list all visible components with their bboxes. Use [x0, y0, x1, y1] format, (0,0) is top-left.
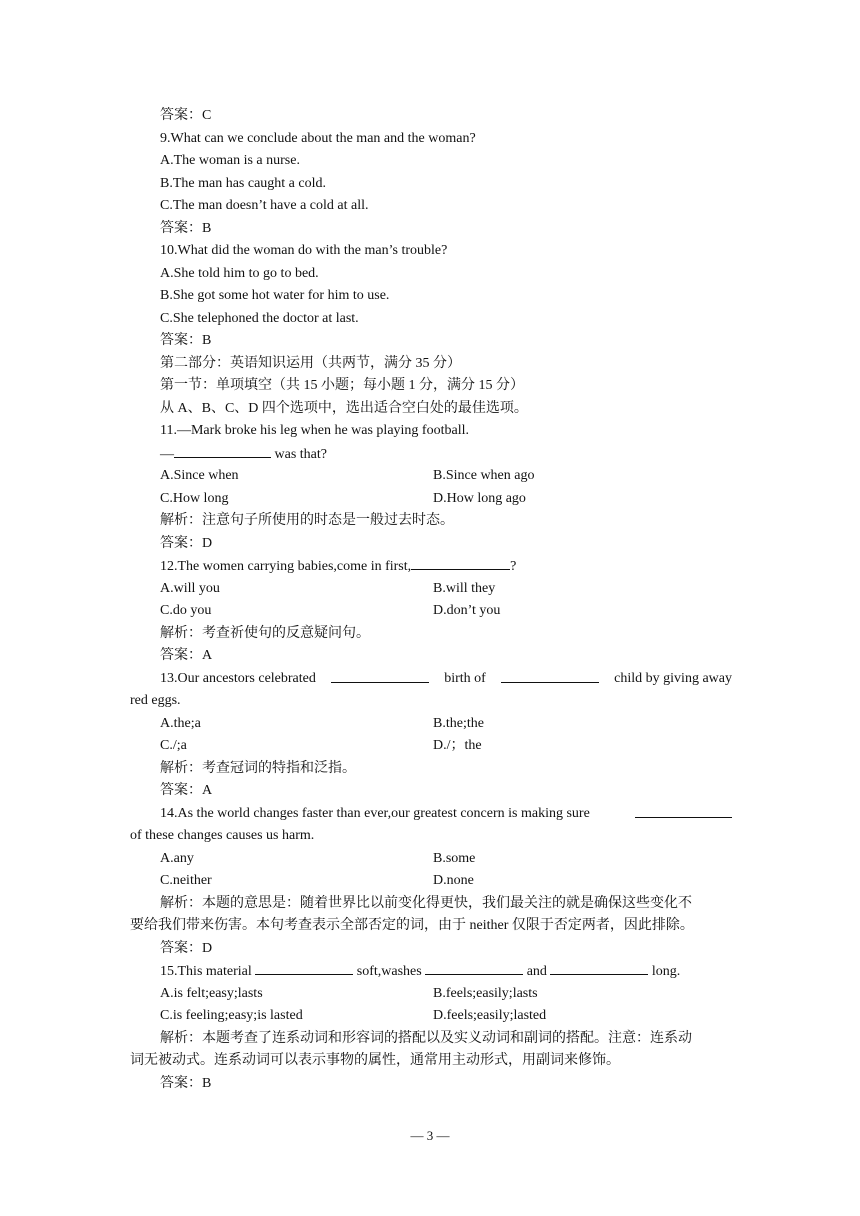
explanation-15-line2: 词无被动式。连系动词可以表示事物的属性，通常用主动形式，用副词来修饰。 [130, 1053, 620, 1068]
answer-blank [425, 962, 523, 975]
answer-blank [411, 557, 510, 570]
question-15 [160, 962, 680, 981]
option-15b: B.feels;easily;lasts [433, 986, 538, 1001]
question-12 [160, 557, 516, 576]
q13-part1: 13.Our ancestors celebrated [160, 671, 316, 686]
answer-10: 答案：B [160, 333, 212, 348]
answer-blank [174, 445, 271, 458]
explanation-15-line1: 解析：本题考查了连系动词和形容词的搭配以及实义动词和副词的搭配。注意：连系动 [160, 1031, 692, 1046]
question-11: 11.—Mark broke his leg when he was playing football. [160, 423, 469, 438]
option-10b: B.She got some hot water for him to use. [160, 288, 390, 303]
option-11d: D.How long ago [433, 491, 526, 506]
option-15a: A.is felt;easy;lasts [160, 986, 263, 1001]
option-11a: A.Since when [160, 468, 239, 483]
option-13d: D./；the [433, 738, 482, 753]
dash: — [160, 447, 174, 462]
option-12b: B.will they [433, 581, 496, 596]
answer-13: 答案：A [160, 783, 213, 798]
q15-part2: soft,washes [356, 964, 422, 979]
option-12d: D.don’t you [433, 603, 501, 618]
question-14 [160, 805, 732, 823]
option-15c: C.is feeling;easy;is lasted [160, 1008, 303, 1023]
explanation-13: 解析：考查冠词的特指和泛指。 [160, 761, 356, 776]
answer-blank [331, 670, 429, 683]
option-9b: B.The man has caught a cold. [160, 176, 327, 191]
explanation-12: 解析：考查祈使句的反意疑问句。 [160, 626, 370, 641]
explanation-11: 解析：注意句子所使用的时态是一般过去时态。 [160, 513, 454, 528]
question-14-line2: of these changes causes us harm. [130, 828, 315, 843]
option-13a: A.the;a [160, 716, 201, 731]
section-one-heading: 第一节：单项填空（共 15 小题；每小题 1 分，满分 15 分） [160, 378, 524, 393]
explanation-14-line2: 要给我们带来伤害。本句考查表示全部否定的词，由于 neither 仅限于否定两者，因此排除。 [130, 918, 694, 933]
option-9c: C.The man doesn’t have a cold at all. [160, 198, 369, 213]
option-12a: A.will you [160, 581, 220, 596]
question-12-text: 12.The women carrying babies,come in first, [160, 559, 412, 574]
explanation-14-line1: 解析：本题的意思是：随着世界比以前变化得更快，我们最关注的就是确保这些变化不 [160, 896, 692, 911]
q13-part2: birth of [444, 671, 486, 686]
answer-12: 答案：A [160, 648, 213, 663]
option-14b: B.some [433, 851, 476, 866]
question-10: 10.What did the woman do with the man’s trouble? [160, 243, 448, 258]
question-11-reply [160, 445, 327, 464]
option-15d: D.feels;easily;lasted [433, 1008, 547, 1023]
answer-11: 答案：D [160, 536, 213, 551]
page-number: — 3 — [410, 1128, 450, 1143]
q15-part4: long. [651, 964, 681, 979]
answer-8: 答案：C [160, 108, 212, 123]
option-10a: A.She told him to go to bed. [160, 266, 319, 281]
option-12c: C.do you [160, 603, 212, 618]
option-11c: C.How long [160, 491, 229, 506]
section-instructions: 从 A、B、C、D 四个选项中，选出适合空白处的最佳选项。 [160, 401, 528, 416]
option-14a: A.any [160, 851, 194, 866]
reply-tail: was that? [271, 447, 327, 462]
question-12-end: ? [510, 559, 517, 574]
answer-blank [550, 962, 648, 975]
part-two-heading: 第二部分：英语知识运用（共两节，满分 35 分） [160, 356, 461, 371]
answer-14: 答案：D [160, 941, 213, 956]
q15-part1: 15.This material [160, 964, 252, 979]
option-14d: D.none [433, 873, 474, 888]
q13-part3: child by giving away [614, 671, 732, 686]
answer-blank [501, 670, 599, 683]
option-13c: C./;a [160, 738, 187, 753]
answer-blank [255, 962, 353, 975]
q15-part3: and [526, 964, 547, 979]
answer-9: 答案：B [160, 221, 212, 236]
question-13-line2: red eggs. [130, 693, 181, 708]
answer-blank [635, 805, 732, 818]
option-11b: B.Since when ago [433, 468, 535, 483]
option-10c: C.She telephoned the doctor at last. [160, 311, 359, 326]
option-13b: B.the;the [433, 716, 484, 731]
answer-15: 答案：B [160, 1076, 212, 1091]
question-9: 9.What can we conclude about the man and the woman? [160, 131, 476, 146]
option-14c: C.neither [160, 873, 212, 888]
q14-line1: 14.As the world changes faster than ever,our greatest concern is making sure [160, 806, 590, 821]
question-13 [160, 670, 732, 688]
option-9a: A.The woman is a nurse. [160, 153, 300, 168]
